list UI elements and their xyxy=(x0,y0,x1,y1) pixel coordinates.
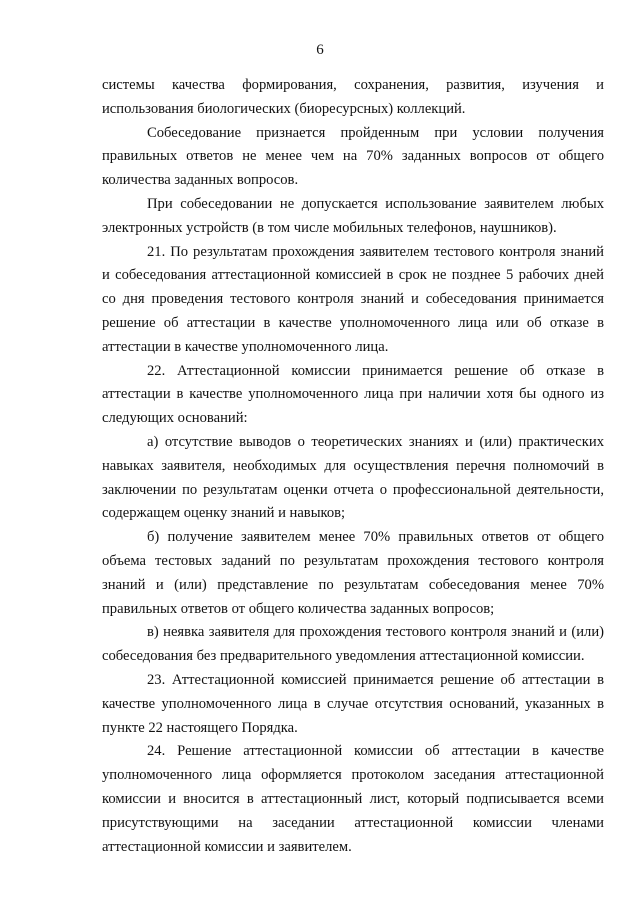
paragraph-item-23: 23. Аттестационной комиссией принимается решение об аттестации в качестве уполномоченного лица в случае отсутствия оснований, указанных в пункте 22 настоящего Порядка. xyxy=(102,671,604,736)
paragraph-continuation: системы качества формирования, сохранения, развития, изучения и использования биологических (биоресурсных) коллекций. xyxy=(102,77,604,117)
paragraph-item-21: 21. По результатам прохождения заявителем тестового контроля знаний и собеседования аттестационной комиссией в срок не позднее 5 рабочих дней со дня проведения тестового контроля знаний и собеседования принимается решение об аттестации в качестве уполномоченного лица или об отказе в аттестации в качестве уполномоченного лица. xyxy=(102,243,604,355)
paragraph-item-22-b: б) получение заявителем менее 70% правильных ответов от общего объема тестовых заданий по результатам прохождения тестового контроля знаний и (или) представление по результатам собеседования менее 70% правильных ответов от общего количества заданных вопросов; xyxy=(102,529,604,617)
paragraph-item-22: 22. Аттестационной комиссии принимается решение об отказе в аттестации в качестве уполномоченного лица при наличии хотя бы одного из следующих оснований: xyxy=(102,362,604,427)
paragraph-item-22-a: а) отсутствие выводов о теоретических знаниях и (или) практических навыках заявителя, необходимых для осуществления перечня полномочий в заключении по результатам оценки отчета о профессиональной деятельности, содержащем оценку знаний и навыков; xyxy=(102,433,604,522)
paragraph-item-24: 24. Решение аттестационной комиссии об аттестации в качестве уполномоченного лица оформляется протоколом заседания аттестационной комиссии и вносится в аттестационный лист, который подписывается всеми присутствующими на заседании аттестационной комиссии членами аттестационной комиссии и заявителем. xyxy=(102,743,604,855)
paragraph-devices-prohibited: При собеседовании не допускается использование заявителем любых электронных устройств (в том числе мобильных телефонов, наушников). xyxy=(102,195,604,236)
paragraph-item-22-c: в) неявка заявителя для прохождения тестового контроля знаний и (или) собеседования без предварительного уведомления аттестационной комиссии. xyxy=(102,624,604,665)
paragraph-interview-pass: Собеседование признается пройденным при условии получения правильных ответов не менее чем на 70% заданных вопросов от общего количества заданных вопросов. xyxy=(102,124,604,189)
page-number: 6 xyxy=(316,42,324,58)
document-body xyxy=(102,74,604,859)
